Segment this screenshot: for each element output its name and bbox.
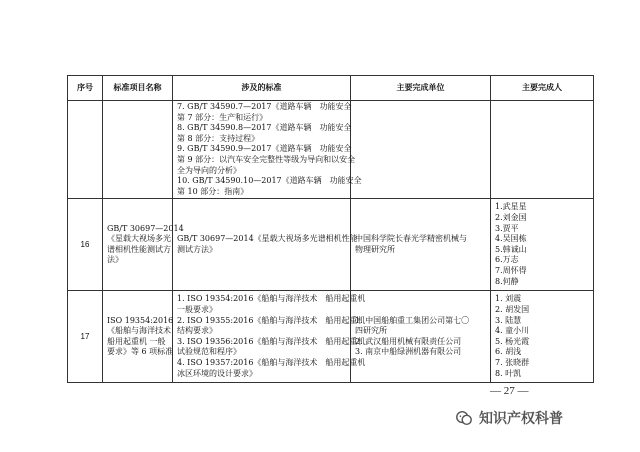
person-line: 8. 叶凯 xyxy=(495,368,522,378)
standards-line: 冰区环境的设计要求》 xyxy=(177,368,257,378)
name-line: 《星载大视场多光 xyxy=(107,234,171,244)
cell-standards xyxy=(173,291,366,383)
unit-line: 中国科学院长春光学精密机械与 xyxy=(355,234,467,244)
table-header-row xyxy=(68,76,594,101)
standards-line: 测试方法》 xyxy=(177,244,217,254)
table-row xyxy=(68,291,594,383)
standards-line: 一般要求》 xyxy=(177,305,217,315)
standards-line: 第 9 部分：以汽车安全完整性等级为导向和以安全 xyxy=(177,154,356,164)
standards-line: 结构要求》 xyxy=(177,326,217,336)
person-line: 5.韩诚山 xyxy=(495,244,527,254)
person-line: 5. 杨光霞 xyxy=(495,336,530,346)
cell-num: 17 xyxy=(68,291,103,383)
standards-line: 第 10 部分：指南》 xyxy=(177,186,249,196)
name-line: 谱相机性能测试方 xyxy=(107,244,171,254)
unit-line: 1. 中国船舶重工集团公司第七〇 xyxy=(355,315,470,325)
header-standards: 涉及的标准 xyxy=(173,76,351,101)
name-line: GB/T 30697—2014 xyxy=(107,223,184,233)
standards-line: 3. ISO 19356:2016《船舶与海洋技术 船用起重机 xyxy=(177,336,366,346)
unit-line: 四研究所 xyxy=(355,326,387,336)
standards-line: 7. GB/T 34590.7—2017《道路车辆 功能安全 xyxy=(177,102,352,111)
person-line: 3. 陆慧 xyxy=(495,315,522,325)
standards-line: GB/T 30697—2014《星载大视场多光谱相机性能 xyxy=(177,234,358,244)
person-line: 7.周怀得 xyxy=(495,266,527,276)
unit-line: 物理研究所 xyxy=(355,244,395,254)
name-line: 船用起重机 一般 xyxy=(107,336,166,346)
standards-line: 2. ISO 19355:2016《船舶与海洋技术 船用起重机 xyxy=(177,315,366,325)
cell-num xyxy=(68,101,103,199)
watermark xyxy=(455,408,563,428)
cell-unit xyxy=(351,291,491,383)
unit-line: 3. 南京中船绿洲机器有限公司 xyxy=(355,347,462,357)
standards-table xyxy=(67,75,594,383)
table-row-continuation xyxy=(68,101,594,199)
cell-name xyxy=(103,199,184,291)
header-people: 主要完成人 xyxy=(491,76,594,101)
person-line: 2.刘金国 xyxy=(495,213,527,223)
header-name: 标准项目名称 xyxy=(103,76,173,101)
name-line: 《船舶与海洋技术 xyxy=(107,326,171,336)
cell-unit xyxy=(351,199,491,291)
standards-line: 1. ISO 19354:2016《船舶与海洋技术 船用起重机 xyxy=(177,294,366,304)
standards-line: 10. GB/T 34590.10—2017《道路车辆 功能安全 xyxy=(177,176,362,186)
cell-num: 16 xyxy=(68,199,103,291)
standards-line: 试验规范和程序》 xyxy=(177,347,241,357)
standards-line: 第 8 部分：支持过程》 xyxy=(177,133,260,143)
cell-name xyxy=(103,291,173,383)
person-line: 6.万志 xyxy=(495,255,519,265)
cell-standards xyxy=(173,101,362,199)
person-line: 4.吴国栋 xyxy=(495,234,527,244)
cell-people xyxy=(491,101,594,199)
unit-line: 2. 武汉船用机械有限责任公司 xyxy=(355,336,462,346)
cell-people xyxy=(491,291,594,383)
standards-line: 8. GB/T 34590.8—2017《道路车辆 功能安全 xyxy=(177,123,352,133)
person-line: 2. 胡发国 xyxy=(495,305,530,315)
standards-line: 9. GB/T 34590.9—2017《道路车辆 功能安全 xyxy=(177,144,352,154)
person-line: 7. 张晓群 xyxy=(495,358,530,368)
name-line: 法》 xyxy=(107,255,123,265)
name-line: ISO 19354:2016 xyxy=(107,315,174,325)
cell-name xyxy=(103,101,173,199)
table-row xyxy=(68,199,594,291)
person-line: 6. 胡浅 xyxy=(495,347,522,357)
wechat-icon xyxy=(455,409,473,427)
standards-line: 第 7 部分：生产和运行》 xyxy=(177,112,268,122)
name-line: 要求》等 6 项标准 xyxy=(107,347,174,357)
cell-unit xyxy=(351,101,491,199)
standards-line: 4. ISO 19357:2016《船舶与海洋技术 船用起重机 xyxy=(177,358,366,368)
header-num: 序号 xyxy=(68,76,103,101)
header-unit: 主要完成单位 xyxy=(351,76,491,101)
page-number: — 27 — xyxy=(490,385,529,397)
person-line: 4. 童小川 xyxy=(495,326,530,336)
cell-people xyxy=(491,199,594,291)
cell-standards xyxy=(173,199,358,291)
person-line: 8.何静 xyxy=(495,276,519,286)
person-line: 3.贾平 xyxy=(495,223,519,233)
watermark-text: 知识产权科普 xyxy=(479,411,563,427)
person-line: 1. 刘震 xyxy=(495,294,522,304)
person-line: 1.武星星 xyxy=(495,202,527,212)
standards-line: 全为导向的分析》 xyxy=(177,165,241,175)
